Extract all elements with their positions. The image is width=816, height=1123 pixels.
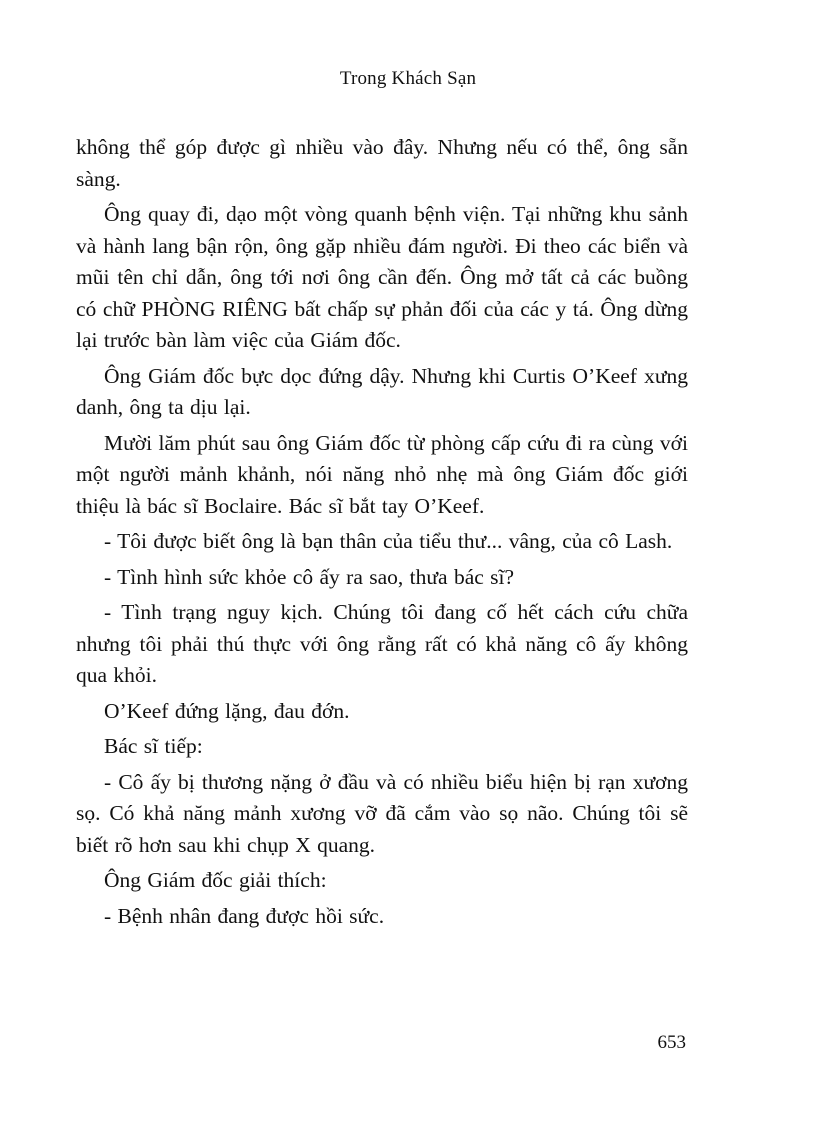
body-text — [76, 132, 688, 936]
paragraph-2: Ông quay đi, dạo một vòng quanh bệnh viện. Tại những khu sảnh và hành lang bận rộn, ông gặp nhiều đám người. Đi theo các biển và mũi tên chỉ dẫn, ông tới nơi ông cần đến. Ông mở tất cả các buồng có chữ PHÒNG RIÊNG bất chấp sự phản đối của các y tá. Ông dừng lại trước bàn làm việc của Giám đốc. — [76, 202, 688, 352]
page-number: 653 — [657, 1032, 686, 1053]
paragraph-10: - Cô ấy bị thương nặng ở đầu và có nhiều biểu hiện bị rạn xương sọ. Có khả năng mảnh xương vỡ đã cắm vào sọ não. Chúng tôi sẽ biết rõ hơn sau khi chụp X quang. — [76, 769, 688, 857]
paragraph-8: O’Keef đứng lặng, đau đớn. — [104, 698, 350, 723]
paragraph-11: Ông Giám đốc giải thích: — [104, 868, 327, 892]
paragraph-5: - Tôi được biết ông là bạn thân của tiểu thư... vâng, của cô Lash. — [104, 529, 673, 553]
paragraph-1: không thể góp được gì nhiều vào đây. Nhưng nếu có thể, ông sẵn sàng. — [76, 135, 688, 191]
paragraph-7: - Tình trạng nguy kịch. Chúng tôi đang cố hết cách cứu chữa nhưng tôi phải thú thực với ông rằng rất có khả năng cô ấy không qua khỏi. — [76, 600, 688, 687]
paragraph-4: Mười lăm phút sau ông Giám đốc từ phòng cấp cứu đi ra cùng với một người mảnh khảnh, nói năng nhỏ nhẹ mà ông Giám đốc giới thiệu là bác sĩ Boclaire. Bác sĩ bắt tay O’Keef. — [76, 430, 689, 518]
paragraph-9: Bác sĩ tiếp: — [104, 734, 203, 758]
paragraph-12: - Bệnh nhân đang được hồi sức. — [104, 903, 385, 928]
paragraph-3: Ông Giám đốc bực dọc đứng dậy. Nhưng khi Curtis O’Keef xưng danh, ông ta dịu lại. — [76, 363, 688, 419]
running-header: Trong Khách Sạn — [339, 68, 477, 89]
paragraph-6: - Tình hình sức khỏe cô ấy ra sao, thưa bác sĩ? — [104, 564, 515, 589]
